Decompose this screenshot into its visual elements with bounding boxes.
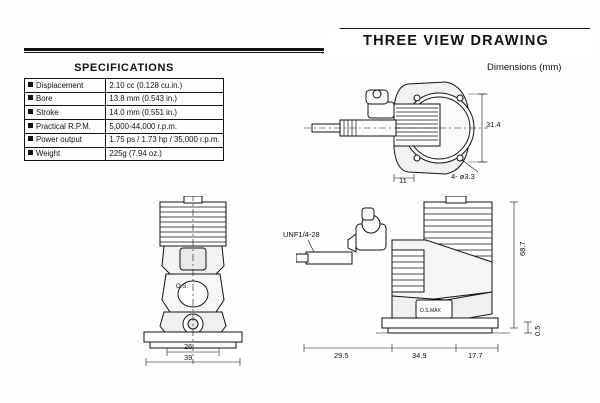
top-view-drawing [296, 72, 501, 187]
spec-label-cell [25, 92, 106, 106]
spec-label: Bore [36, 94, 53, 104]
spec-label: Power output [36, 135, 82, 145]
table-row [25, 147, 224, 161]
front-view-drawing [140, 196, 270, 368]
table-row [25, 133, 224, 147]
spec-label-cell [25, 133, 106, 147]
table-row [25, 120, 224, 134]
specifications-block [24, 62, 224, 161]
top-view-svg [296, 72, 496, 187]
spec-value: 5,000-44,000 r.p.m. [106, 120, 224, 134]
table-row [25, 106, 224, 120]
bullet-icon [28, 95, 33, 100]
spec-label: Stroke [36, 107, 59, 117]
table-row [25, 92, 224, 106]
top-view-dim-11: 11 [399, 176, 407, 185]
side-view-dim-seg3: 17.7 [468, 351, 483, 360]
banner-title: THREE VIEW DRAWING [363, 33, 549, 49]
bullet-icon [28, 82, 33, 87]
spec-label-cell [25, 79, 106, 93]
table-row [25, 79, 224, 93]
side-view-drawing [283, 196, 546, 368]
side-view-dim-height: 68.7 [518, 241, 527, 256]
spec-label-cell [25, 106, 106, 120]
spec-value: 225g (7.94 oz.) [106, 147, 224, 161]
bullet-icon [28, 123, 33, 128]
side-view-thread-note: UNF1/4-28 [283, 230, 320, 239]
svg-text:O.S.MAX: O.S.MAX [420, 308, 441, 314]
specifications-table [24, 78, 224, 161]
dimensions-note: Dimensions (mm) [487, 62, 562, 73]
top-view-dim-height: 31.4 [486, 120, 501, 129]
front-view-dim-inner: 26 [184, 342, 193, 351]
spec-value: 2.10 cc (0.128 cu.in.) [106, 79, 224, 93]
spec-label-cell [25, 120, 106, 134]
header-banner [322, 28, 590, 54]
header-rule [24, 48, 324, 51]
spec-label: Displacement [36, 80, 84, 90]
side-view-dim-seg2: 34.9 [412, 351, 427, 360]
bullet-icon [28, 136, 33, 141]
bullet-icon [28, 150, 33, 155]
spec-label-cell [25, 147, 106, 161]
side-view-dim-base: 0.5 [533, 325, 542, 336]
header-rule-thin [24, 52, 324, 53]
bullet-icon [28, 109, 33, 114]
spec-value: 14.0 mm (0.551 in.) [106, 106, 224, 120]
top-view-hole-note: 4- ø3.3 [451, 172, 475, 181]
spec-value: 13.8 mm (0.543 in.) [106, 92, 224, 106]
specifications-title: SPECIFICATIONS [74, 62, 174, 74]
svg-text:O.S.: O.S. [176, 284, 189, 290]
spec-value: 1.75 ps / 1.73 hp / 35,000 r.p.m. [106, 133, 224, 147]
side-view-dim-seg1: 29.5 [334, 351, 349, 360]
spec-label: Weight [36, 149, 61, 159]
spec-label: Practical R.P.M. [36, 121, 91, 131]
side-view-svg [296, 196, 546, 368]
front-view-dim-outer: 39 [184, 353, 193, 362]
front-view-svg [140, 196, 270, 368]
